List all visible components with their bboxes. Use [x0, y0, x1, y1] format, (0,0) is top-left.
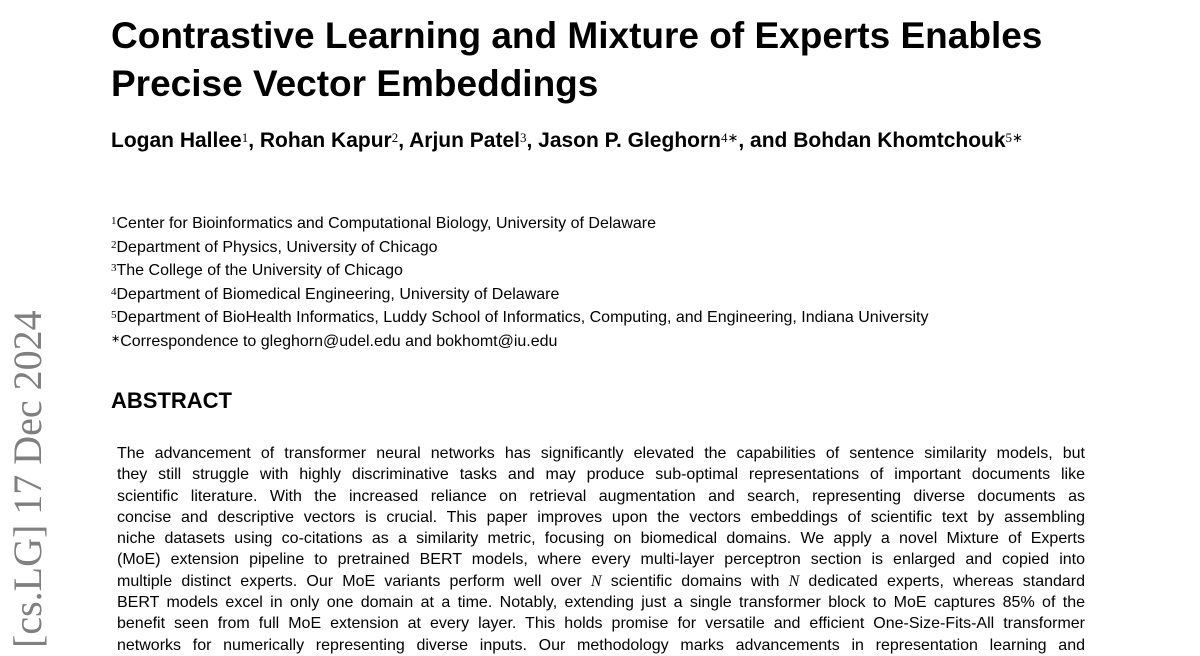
- author-name: Bohdan Khomtchouk: [793, 129, 1006, 152]
- abstract-text: dedicated experts, whereas standard: [799, 572, 1086, 590]
- affiliation-text: Department of Biomedical Engineering, University of Delaware: [116, 285, 560, 303]
- affiliation: [111, 306, 928, 330]
- author-list: [111, 126, 1071, 155]
- abstract-line: scientific literature. With the increased reliance on retrieval augmentation and search, representing diverse documents as: [117, 487, 1085, 505]
- author-name: Rohan Kapur: [259, 129, 392, 152]
- affiliation-mark: 4: [111, 285, 117, 298]
- abstract-line: niche datasets using co-citations as a similarity metric, focusing on biomedical domains. We apply a novel Mixture of Experts: [117, 530, 1085, 548]
- abstract-heading: ABSTRACT: [111, 388, 232, 413]
- title-line: Contrastive Learning and Mixture of Experts Enables: [111, 15, 1043, 56]
- affiliation: [111, 236, 928, 260]
- affiliation-text: Department of BioHealth Informatics, Luddy School of Informatics, Computing, and Engineering, Indiana University: [116, 309, 929, 326]
- affiliation-mark: 5: [111, 309, 117, 321]
- affiliation: [111, 259, 928, 283]
- abstract-line: [117, 571, 1085, 592]
- math-variable: N: [590, 572, 602, 590]
- correspondence-note: [111, 330, 928, 354]
- abstract-line: benefit seen from full MoE extension at every layer. This holds promise for versatile and efficient One-Size-Fits-All transformer: [117, 615, 1085, 633]
- author-separator: , and: [738, 129, 794, 152]
- arxiv-stamp: [cs.LG] 17 Dec 2024: [5, 310, 50, 648]
- affiliation-text: Correspondence to gleghorn@udel.edu and bokhomt@iu.edu: [120, 332, 558, 350]
- abstract-body: [117, 443, 1085, 656]
- author-separator: ,: [526, 129, 539, 152]
- author-separator: ,: [398, 129, 410, 152]
- abstract-line: they still struggle with highly discriminative tasks and may produce sub-optimal representations of important documents like: [117, 466, 1085, 484]
- abstract-text: multiple distinct experts. Our MoE variants perform well over: [117, 572, 591, 590]
- abstract-text: scientific domains with: [601, 572, 789, 590]
- abstract-line: concise and descriptive vectors is crucial. This paper improves upon the vectors embeddings of scientific text by assembling: [117, 508, 1085, 526]
- affiliation-mark: ∗: [111, 332, 121, 345]
- affiliation: [111, 212, 928, 236]
- author-name: Jason P. Gleghorn: [538, 129, 721, 152]
- abstract-line: The advancement of transformer neural networks has significantly elevated the capabilities of sentence similarity models, but: [117, 445, 1085, 462]
- author-separator: ,: [248, 129, 260, 152]
- affiliation-mark: 2: [111, 238, 117, 251]
- affiliation-text: The College of the University of Chicago: [116, 262, 403, 279]
- paper-title: [111, 12, 1111, 108]
- math-variable: N: [788, 572, 800, 590]
- author-mark: 5∗: [1005, 130, 1023, 145]
- abstract-line: networks for numerically representing diverse inputs. Our methodology marks advancements in representation learning and: [117, 636, 1085, 654]
- affiliation-list: [111, 212, 928, 353]
- affiliation: [111, 283, 928, 307]
- author-mark: 1: [241, 130, 249, 145]
- author-mark: 3: [519, 130, 527, 145]
- affiliation-mark: 1: [111, 215, 117, 227]
- affiliation-mark: 3: [111, 262, 117, 274]
- author-mark: 2: [391, 130, 399, 145]
- author-name: Arjun Patel: [409, 129, 520, 152]
- affiliation-text: Center for Bioinformatics and Computational Biology, University of Delaware: [116, 215, 656, 232]
- abstract-line: BERT models excel in only one domain at a time. Notably, extending just a single transformer block to MoE captures 85% of the: [117, 594, 1085, 612]
- affiliation-text: Department of Physics, University of Chicago: [116, 238, 438, 256]
- abstract-line: (MoE) extension pipeline to pretrained BERT models, where every multi-layer perceptron section is enlarged and copied into: [117, 551, 1085, 569]
- author-name: Logan Hallee: [111, 129, 242, 152]
- author-mark: 4∗: [720, 130, 739, 145]
- title-line: Precise Vector Embeddings: [111, 63, 599, 104]
